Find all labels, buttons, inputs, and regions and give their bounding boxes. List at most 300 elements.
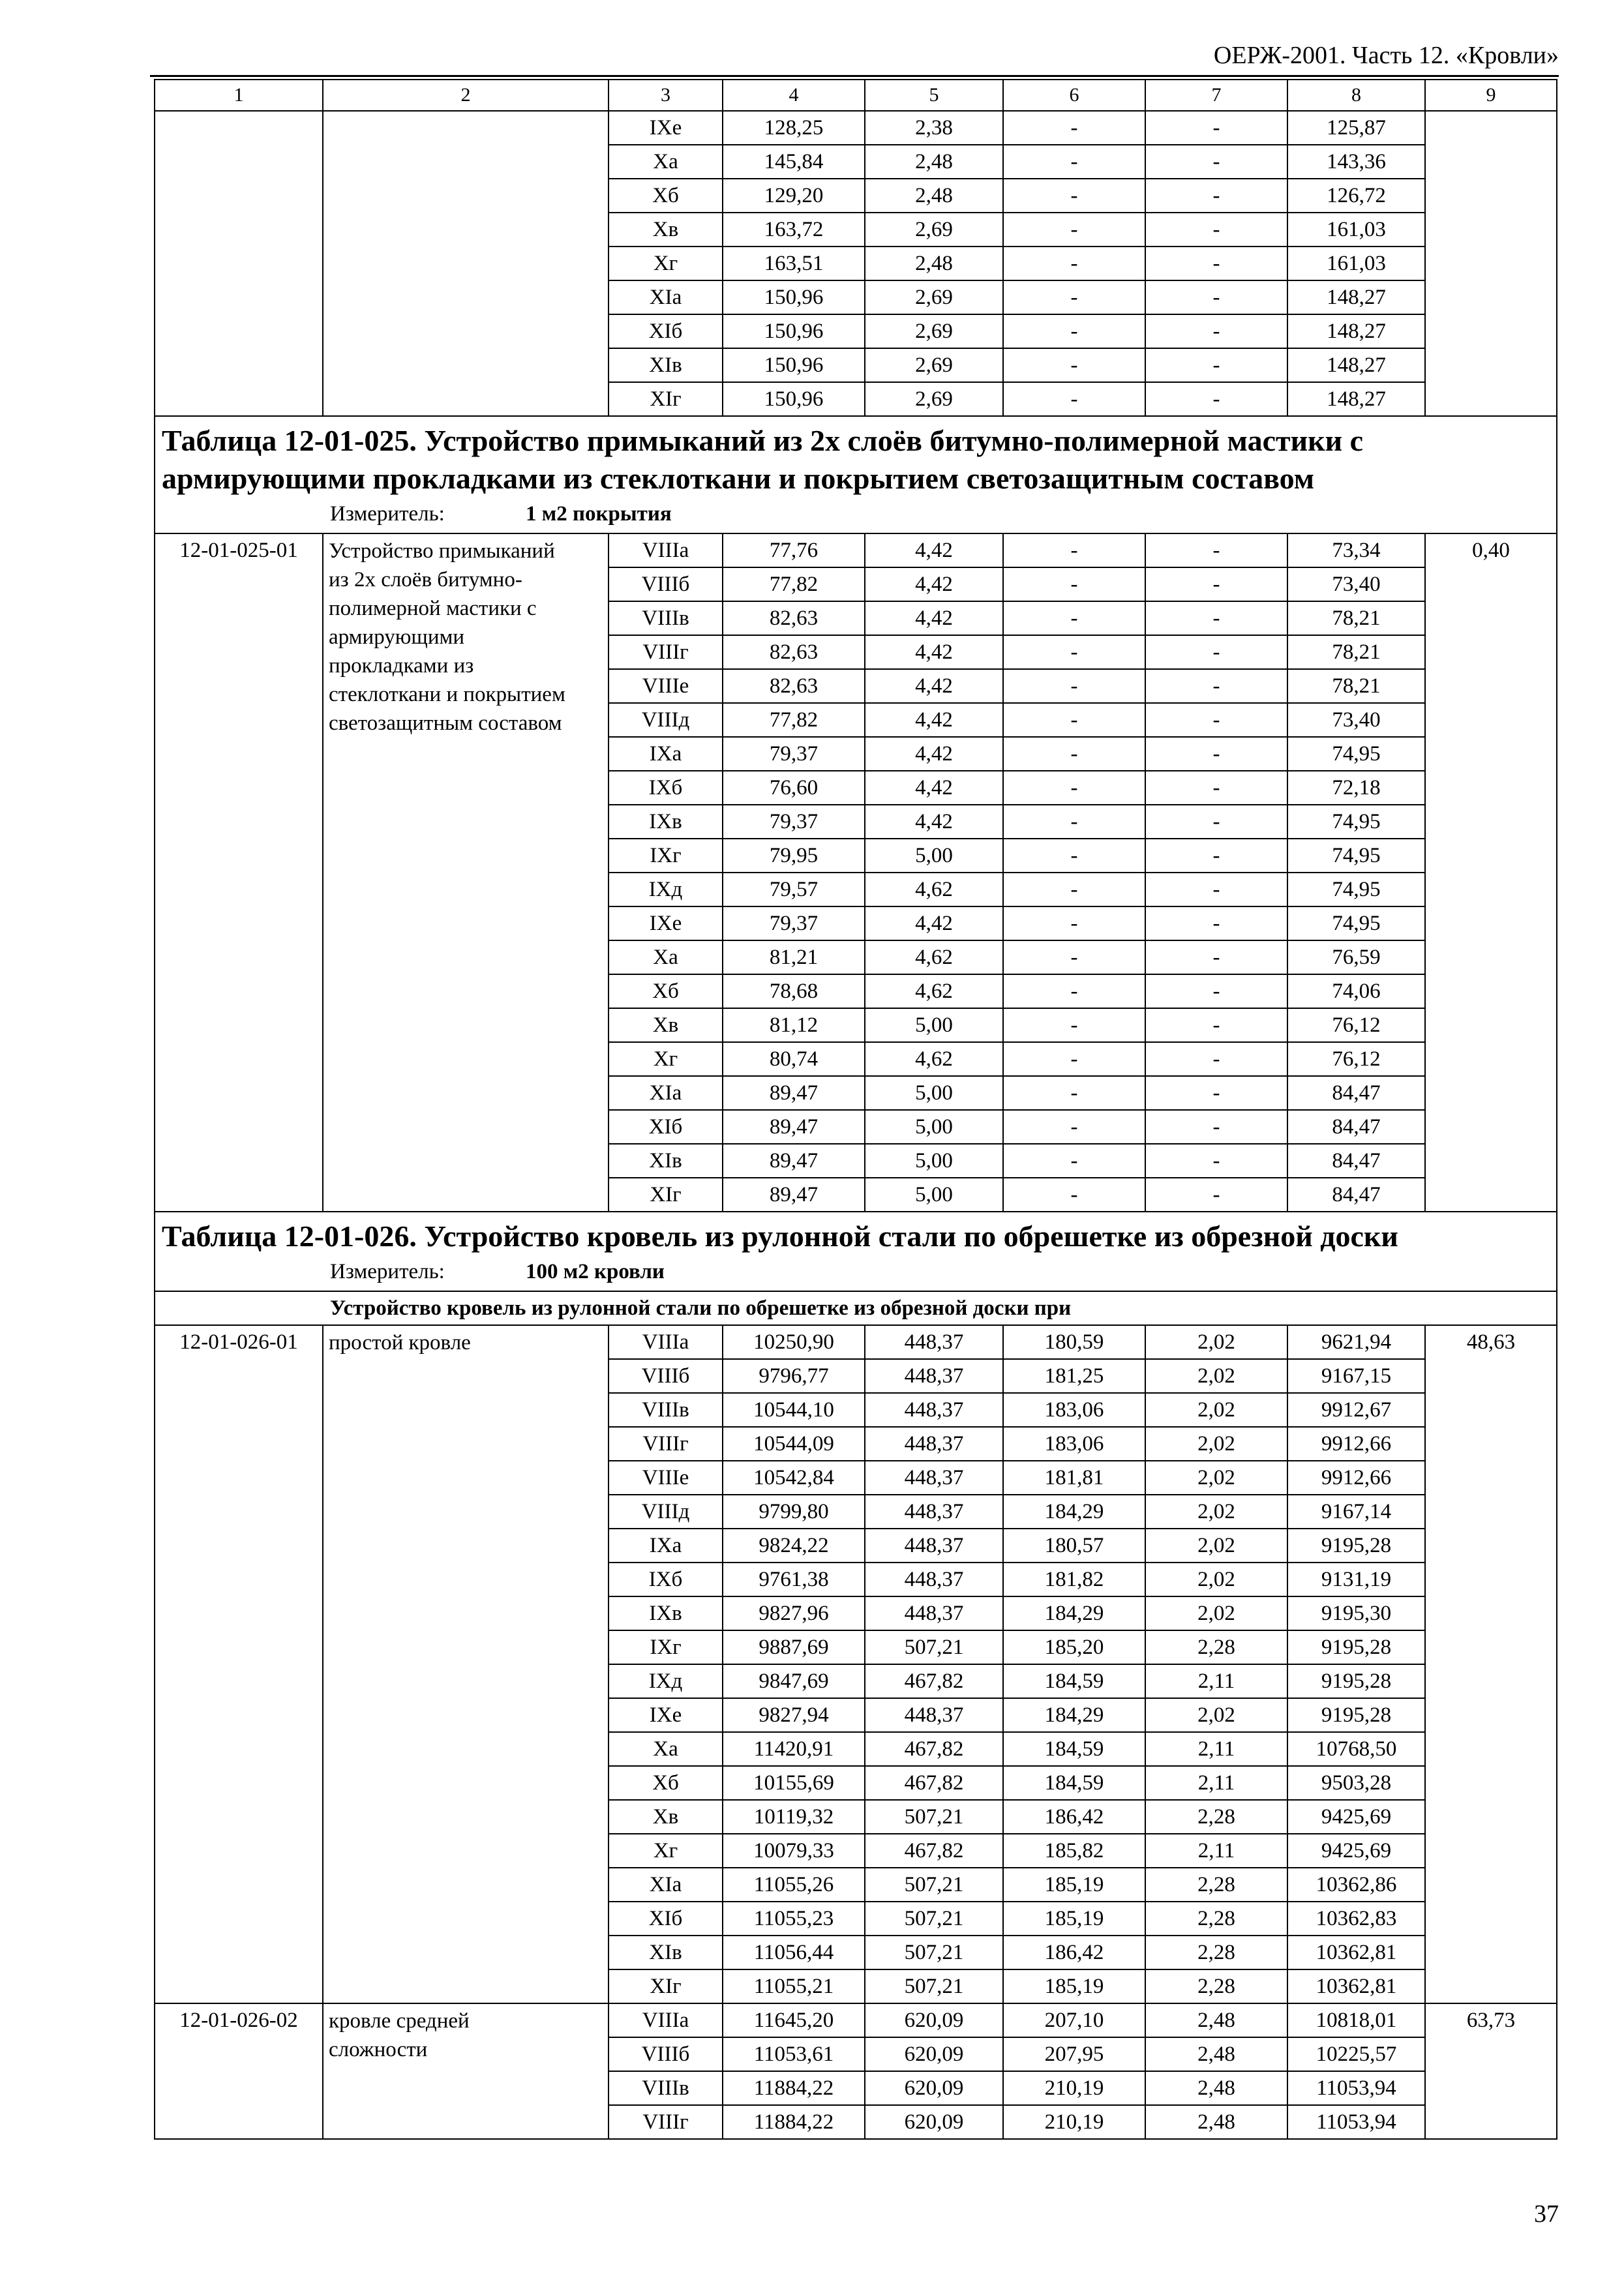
rate-row-cell: 4,42	[865, 669, 1003, 703]
rate-row-cell: -	[1003, 703, 1145, 737]
rate-row-cell: VIIIа	[609, 2003, 723, 2037]
continuation-row-cell: XIб	[609, 314, 723, 348]
rate-row-cell: 11053,94	[1287, 2071, 1425, 2105]
rate-row-cell: -	[1003, 669, 1145, 703]
rate-row-cell: XIг	[609, 1178, 723, 1212]
continuation-row-cell: 2,69	[865, 382, 1003, 416]
rate-row-cell: -	[1145, 1042, 1287, 1076]
rate-row-cell: 74,95	[1287, 906, 1425, 940]
rate-row-cell: -	[1145, 533, 1287, 567]
rate-row-cell: 10544,09	[723, 1427, 865, 1461]
rate-row-cell: 11053,61	[723, 2037, 865, 2071]
rate-code	[155, 111, 323, 416]
table-row	[155, 2003, 1557, 2037]
rate-row-cell: 77,82	[723, 703, 865, 737]
rate-row-cell: 84,47	[1287, 1076, 1425, 1110]
rate-row-cell: IXб	[609, 771, 723, 805]
labor-norm: 0,40	[1425, 533, 1557, 1212]
page-header: ОЕРЖ-2001. Часть 12. «Кровли»	[1213, 42, 1559, 69]
rate-row-cell: 9167,14	[1287, 1495, 1425, 1529]
continuation-row-cell: XIг	[609, 382, 723, 416]
rate-row-cell: 467,82	[865, 1732, 1003, 1766]
labor-norm: 63,73	[1425, 2003, 1557, 2139]
rate-row-cell: 10362,81	[1287, 1969, 1425, 2003]
rate-row-cell: 184,59	[1003, 1664, 1145, 1698]
continuation-row-cell: -	[1145, 382, 1287, 416]
rate-row-cell: 507,21	[865, 1902, 1003, 1936]
rate-row-cell: -	[1003, 1110, 1145, 1144]
continuation-row-cell: -	[1145, 314, 1287, 348]
rate-row-cell: Xв	[609, 1008, 723, 1042]
rate-row-cell: 448,37	[865, 1427, 1003, 1461]
rate-row-cell: 9503,28	[1287, 1766, 1425, 1800]
rate-description	[323, 2003, 609, 2139]
rate-row-cell: 78,68	[723, 974, 865, 1008]
rate-row-cell: 77,76	[723, 533, 865, 567]
measure-line	[162, 498, 1550, 530]
rate-row-cell: 2,28	[1145, 1902, 1287, 1936]
rate-row-cell: 2,02	[1145, 1563, 1287, 1596]
continuation-row-cell: 2,69	[865, 314, 1003, 348]
table-subheader: Устройство кровель из рулонной стали по обрешетке из обрезной доски при	[155, 1291, 1557, 1325]
header-rule	[150, 75, 1559, 77]
rate-row-cell: 4,62	[865, 1042, 1003, 1076]
rate-row-cell: 181,81	[1003, 1461, 1145, 1495]
rate-row-cell: 11055,21	[723, 1969, 865, 2003]
column-number: 8	[1287, 80, 1425, 111]
rate-row-cell: 10768,50	[1287, 1732, 1425, 1766]
rate-row-cell: -	[1003, 1076, 1145, 1110]
description-line: прокладками из	[329, 654, 474, 678]
continuation-row-cell: 2,48	[865, 145, 1003, 179]
rate-row-cell: 73,40	[1287, 567, 1425, 601]
rate-row-cell: 185,19	[1003, 1902, 1145, 1936]
rate-row-cell: 183,06	[1003, 1393, 1145, 1427]
rate-row-cell: 620,09	[865, 2037, 1003, 2071]
description-line: армирующими	[329, 625, 465, 649]
continuation-row-cell: IXе	[609, 111, 723, 145]
rate-row-cell: 185,19	[1003, 1969, 1145, 2003]
rate-row-cell: 2,28	[1145, 1969, 1287, 2003]
rate-row-cell: 89,47	[723, 1076, 865, 1110]
rate-row-cell: 207,95	[1003, 2037, 1145, 2071]
continuation-row-cell: -	[1003, 213, 1145, 247]
rate-row-cell: 2,02	[1145, 1427, 1287, 1461]
rate-row-cell: 2,11	[1145, 1732, 1287, 1766]
rate-row-cell: 89,47	[723, 1178, 865, 1212]
rate-row-cell: 448,37	[865, 1563, 1003, 1596]
rate-row-cell: 507,21	[865, 1800, 1003, 1834]
rate-row-cell: 2,02	[1145, 1529, 1287, 1563]
description-line: из 2х слоёв битумно-	[329, 568, 522, 591]
rate-row-cell: 448,37	[865, 1393, 1003, 1427]
rate-row-cell: 79,37	[723, 737, 865, 771]
rate-row-cell: 82,63	[723, 669, 865, 703]
continuation-row-cell: -	[1145, 280, 1287, 314]
rate-row-cell: 620,09	[865, 2071, 1003, 2105]
rate-row-cell: 2,48	[1145, 2105, 1287, 2139]
rate-row-cell: 10362,81	[1287, 1936, 1425, 1969]
measure-value: 100 м2 кровли	[526, 1260, 665, 1283]
rate-row-cell: 2,28	[1145, 1936, 1287, 1969]
rate-row-cell: 4,42	[865, 737, 1003, 771]
rate-row-cell: 73,34	[1287, 533, 1425, 567]
rate-row-cell: 11055,26	[723, 1868, 865, 1902]
rate-row-cell: 10362,86	[1287, 1868, 1425, 1902]
rate-row-cell: -	[1145, 1110, 1287, 1144]
rate-row-cell: 74,95	[1287, 873, 1425, 906]
rate-row-cell: 9887,69	[723, 1630, 865, 1664]
rate-row-cell: IXд	[609, 1664, 723, 1698]
continuation-row-cell: 126,72	[1287, 179, 1425, 213]
continuation-row-cell: 163,51	[723, 247, 865, 280]
rate-code: 12-01-026-02	[155, 2003, 323, 2139]
table-026-title	[155, 1212, 1557, 1291]
rate-row-cell: 4,42	[865, 906, 1003, 940]
rate-row-cell: Xа	[609, 940, 723, 974]
continuation-row-cell: -	[1145, 111, 1287, 145]
rate-row-cell: 73,40	[1287, 703, 1425, 737]
continuation-row-cell: Xв	[609, 213, 723, 247]
rate-row-cell: 9131,19	[1287, 1563, 1425, 1596]
rate-row-cell: 9761,38	[723, 1563, 865, 1596]
table-title-line: Таблица 12-01-026. Устройство кровель из рулонной стали по обрешетке из обрезной доски	[162, 1219, 1398, 1253]
rate-row-cell: 74,95	[1287, 839, 1425, 873]
rate-row-cell: 10250,90	[723, 1325, 865, 1359]
continuation-row-cell: 125,87	[1287, 111, 1425, 145]
rate-row-cell: 9824,22	[723, 1529, 865, 1563]
rate-row-cell: 5,00	[865, 1144, 1003, 1178]
rate-row-cell: 84,47	[1287, 1178, 1425, 1212]
rate-row-cell: -	[1145, 974, 1287, 1008]
rate-row-cell: -	[1003, 1042, 1145, 1076]
rate-row-cell: 80,74	[723, 1042, 865, 1076]
rate-row-cell: 184,29	[1003, 1495, 1145, 1529]
continuation-row-cell: Xг	[609, 247, 723, 280]
rate-row-cell: -	[1003, 533, 1145, 567]
rate-row-cell: 2,02	[1145, 1698, 1287, 1732]
rate-row-cell: 2,02	[1145, 1596, 1287, 1630]
rate-row-cell: 620,09	[865, 2003, 1003, 2037]
rate-description	[323, 1325, 609, 2003]
rate-row-cell: 9827,96	[723, 1596, 865, 1630]
rate-row-cell: 76,12	[1287, 1042, 1425, 1076]
rate-row-cell: 11055,23	[723, 1902, 865, 1936]
table-title-line: армирующими прокладками из стеклоткани и покрытием светозащитным составом	[162, 462, 1315, 495]
rate-row-cell: -	[1145, 1076, 1287, 1110]
continuation-row-cell: 148,27	[1287, 314, 1425, 348]
column-number: 7	[1145, 80, 1287, 111]
rate-row-cell: -	[1145, 805, 1287, 839]
rate-row-cell: 2,11	[1145, 1766, 1287, 1800]
rate-row-cell: 2,48	[1145, 2071, 1287, 2105]
rate-row-cell: 448,37	[865, 1325, 1003, 1359]
rate-row-cell: 10079,33	[723, 1834, 865, 1868]
rate-row-cell: -	[1003, 974, 1145, 1008]
rate-row-cell: VIIIб	[609, 2037, 723, 2071]
rate-row-cell: 9195,30	[1287, 1596, 1425, 1630]
rate-row-cell: 79,95	[723, 839, 865, 873]
rate-row-cell: 181,82	[1003, 1563, 1145, 1596]
rate-row-cell: -	[1145, 1178, 1287, 1212]
rate-row-cell: 9912,67	[1287, 1393, 1425, 1427]
rate-row-cell: -	[1003, 940, 1145, 974]
continuation-row-cell: -	[1003, 179, 1145, 213]
rate-row-cell: 78,21	[1287, 635, 1425, 669]
measure-label: Измеритель:	[330, 1260, 445, 1283]
rate-row-cell: -	[1145, 839, 1287, 873]
rate-row-cell: 10544,10	[723, 1393, 865, 1427]
rate-row-cell: 89,47	[723, 1144, 865, 1178]
continuation-row-cell: 2,48	[865, 247, 1003, 280]
rate-row-cell: XIб	[609, 1902, 723, 1936]
table-025-title	[155, 416, 1557, 533]
continuation-row-cell: -	[1145, 179, 1287, 213]
rate-row-cell: XIб	[609, 1110, 723, 1144]
continuation-row-cell: 129,20	[723, 179, 865, 213]
column-number: 9	[1425, 80, 1557, 111]
continuation-row-cell: -	[1145, 145, 1287, 179]
rate-row-cell: 467,82	[865, 1664, 1003, 1698]
rate-row-cell: IXе	[609, 1698, 723, 1732]
rate-row-cell: -	[1145, 1008, 1287, 1042]
rate-row-cell: 507,21	[865, 1936, 1003, 1969]
continuation-row-cell: 161,03	[1287, 213, 1425, 247]
rate-row-cell: -	[1145, 873, 1287, 906]
rate-row-cell: 210,19	[1003, 2105, 1145, 2139]
rate-row-cell: 507,21	[865, 1868, 1003, 1902]
rate-row-cell: 507,21	[865, 1969, 1003, 2003]
rate-row-cell: 11420,91	[723, 1732, 865, 1766]
rate-row-cell: 186,42	[1003, 1936, 1145, 1969]
table-row	[155, 533, 1557, 567]
rate-row-cell: 79,37	[723, 805, 865, 839]
continuation-row-cell: -	[1003, 314, 1145, 348]
labor-norm: 48,63	[1425, 1325, 1557, 2003]
description-line: стеклоткани и покрытием	[329, 683, 565, 706]
rate-row-cell: 448,37	[865, 1596, 1003, 1630]
rate-row-cell: -	[1145, 567, 1287, 601]
rate-row-cell: 184,29	[1003, 1596, 1145, 1630]
rate-row-cell: 207,10	[1003, 2003, 1145, 2037]
rate-row-cell: 2,02	[1145, 1461, 1287, 1495]
rate-row-cell: -	[1145, 669, 1287, 703]
rate-row-cell: XIв	[609, 1936, 723, 1969]
rate-row-cell: 448,37	[865, 1698, 1003, 1732]
rate-row-cell: 2,02	[1145, 1393, 1287, 1427]
rate-row-cell: 9827,94	[723, 1698, 865, 1732]
description-line: кровле средней	[329, 2009, 470, 2033]
rate-row-cell: 10225,57	[1287, 2037, 1425, 2071]
rate-row-cell: Xа	[609, 1732, 723, 1766]
rate-row-cell: 4,42	[865, 567, 1003, 601]
column-number: 2	[323, 80, 609, 111]
rate-row-cell: -	[1003, 873, 1145, 906]
continuation-row-cell: 2,69	[865, 280, 1003, 314]
rate-row-cell: 9425,69	[1287, 1800, 1425, 1834]
rate-row-cell: 184,29	[1003, 1698, 1145, 1732]
rate-row-cell: 9912,66	[1287, 1427, 1425, 1461]
rate-row-cell: 11053,94	[1287, 2105, 1425, 2139]
rate-row-cell: -	[1145, 906, 1287, 940]
rate-row-cell: VIIIб	[609, 1359, 723, 1393]
rate-row-cell: 2,11	[1145, 1664, 1287, 1698]
rate-row-cell: 5,00	[865, 1076, 1003, 1110]
column-number: 3	[609, 80, 723, 111]
rate-row-cell: 9167,15	[1287, 1359, 1425, 1393]
column-number: 5	[865, 80, 1003, 111]
rate-row-cell: 9847,69	[723, 1664, 865, 1698]
rate-row-cell: 2,02	[1145, 1495, 1287, 1529]
rate-row-cell: VIIIв	[609, 601, 723, 635]
rate-row-cell: 507,21	[865, 1630, 1003, 1664]
rate-row-cell: 185,20	[1003, 1630, 1145, 1664]
continuation-row-cell: XIв	[609, 348, 723, 382]
description-line: Устройство примыканий	[329, 539, 555, 563]
table-title-line: Таблица 12-01-025. Устройство примыканий из 2х слоёв битумно-полимерной мастики с	[162, 424, 1364, 457]
continuation-row-cell: 2,69	[865, 348, 1003, 382]
rate-row-cell: IXе	[609, 906, 723, 940]
rate-row-cell: -	[1003, 906, 1145, 940]
rate-row-cell: 76,59	[1287, 940, 1425, 974]
rate-row-cell: 620,09	[865, 2105, 1003, 2139]
rate-row-cell: 184,59	[1003, 1732, 1145, 1766]
rate-row-cell: VIIIв	[609, 2071, 723, 2105]
rate-row-cell: IXг	[609, 1630, 723, 1664]
description-line: сложности	[329, 2038, 428, 2061]
rate-row-cell: 9195,28	[1287, 1698, 1425, 1732]
continuation-row-cell: -	[1003, 247, 1145, 280]
rate-row-cell: 10818,01	[1287, 2003, 1425, 2037]
rate-row-cell: 82,63	[723, 601, 865, 635]
rate-row-cell: 4,42	[865, 601, 1003, 635]
labor-norm	[1425, 111, 1557, 416]
rate-row-cell: VIIIд	[609, 703, 723, 737]
rate-row-cell: -	[1145, 737, 1287, 771]
continuation-row-cell: 163,72	[723, 213, 865, 247]
rate-row-cell: -	[1145, 703, 1287, 737]
rate-description	[323, 533, 609, 1212]
rate-row-cell: 76,60	[723, 771, 865, 805]
rates-table	[154, 79, 1557, 2140]
rate-row-cell: 10362,83	[1287, 1902, 1425, 1936]
rate-row-cell: 5,00	[865, 1008, 1003, 1042]
rate-row-cell: 82,63	[723, 635, 865, 669]
rate-row-cell: 2,28	[1145, 1868, 1287, 1902]
rate-row-cell: 9425,69	[1287, 1834, 1425, 1868]
rate-row-cell: 9912,66	[1287, 1461, 1425, 1495]
rate-row-cell: -	[1003, 635, 1145, 669]
continuation-row-cell: 2,38	[865, 111, 1003, 145]
rate-row-cell: IXа	[609, 1529, 723, 1563]
rate-row-cell: Xг	[609, 1834, 723, 1868]
rate-row-cell: 184,59	[1003, 1766, 1145, 1800]
rate-row-cell: 183,06	[1003, 1427, 1145, 1461]
rate-row-cell: 5,00	[865, 839, 1003, 873]
rate-row-cell: 9195,28	[1287, 1664, 1425, 1698]
rate-row-cell: IXа	[609, 737, 723, 771]
continuation-row-cell: 148,27	[1287, 280, 1425, 314]
table-row	[155, 111, 1557, 145]
page-number: 37	[1534, 2200, 1559, 2228]
rate-row-cell: 467,82	[865, 1766, 1003, 1800]
continuation-row-cell: -	[1145, 247, 1287, 280]
rate-row-cell: -	[1003, 1178, 1145, 1212]
rate-row-cell: -	[1003, 771, 1145, 805]
continuation-row-cell: 143,36	[1287, 145, 1425, 179]
rate-row-cell: 9799,80	[723, 1495, 865, 1529]
rate-row-cell: -	[1145, 635, 1287, 669]
continuation-row-cell: -	[1145, 348, 1287, 382]
rate-row-cell: 74,06	[1287, 974, 1425, 1008]
rate-row-cell: VIIIг	[609, 635, 723, 669]
rate-row-cell: VIIIб	[609, 567, 723, 601]
rate-row-cell: IXб	[609, 1563, 723, 1596]
rate-description	[323, 111, 609, 416]
continuation-row-cell: 128,25	[723, 111, 865, 145]
rate-row-cell: 4,62	[865, 974, 1003, 1008]
rate-row-cell: -	[1145, 601, 1287, 635]
rate-row-cell: XIа	[609, 1076, 723, 1110]
rate-row-cell: 79,57	[723, 873, 865, 906]
continuation-row-cell: -	[1003, 348, 1145, 382]
rate-row-cell: IXг	[609, 839, 723, 873]
continuation-row-cell: 2,48	[865, 179, 1003, 213]
rate-row-cell: 11884,22	[723, 2071, 865, 2105]
rate-row-cell: 9195,28	[1287, 1529, 1425, 1563]
measure-label: Измеритель:	[330, 502, 445, 526]
rate-row-cell: IXв	[609, 805, 723, 839]
rate-row-cell: 4,62	[865, 873, 1003, 906]
rate-row-cell: 84,47	[1287, 1144, 1425, 1178]
rate-row-cell: XIв	[609, 1144, 723, 1178]
column-number: 6	[1003, 80, 1145, 111]
rate-row-cell: XIа	[609, 1868, 723, 1902]
rate-row-cell: 448,37	[865, 1529, 1003, 1563]
measure-value: 1 м2 покрытия	[526, 502, 672, 526]
rate-row-cell: 9796,77	[723, 1359, 865, 1393]
rate-row-cell: 2,28	[1145, 1800, 1287, 1834]
rate-row-cell: 10119,32	[723, 1800, 865, 1834]
rate-row-cell: 10155,69	[723, 1766, 865, 1800]
table-title-row	[155, 1212, 1557, 1291]
rate-row-cell: 4,42	[865, 805, 1003, 839]
continuation-row-cell: 148,27	[1287, 382, 1425, 416]
rate-row-cell: 81,21	[723, 940, 865, 974]
continuation-row-cell: -	[1003, 382, 1145, 416]
continuation-row-cell: 145,84	[723, 145, 865, 179]
continuation-row-cell: 150,96	[723, 314, 865, 348]
continuation-row-cell: 148,27	[1287, 348, 1425, 382]
rate-row-cell: 5,00	[865, 1110, 1003, 1144]
rate-row-cell: 89,47	[723, 1110, 865, 1144]
table-title-row	[155, 416, 1557, 533]
rate-row-cell: 181,25	[1003, 1359, 1145, 1393]
rate-row-cell: 448,37	[865, 1359, 1003, 1393]
rate-row-cell: VIIIд	[609, 1495, 723, 1529]
rate-row-cell: 11645,20	[723, 2003, 865, 2037]
rate-row-cell: 2,28	[1145, 1630, 1287, 1664]
rate-row-cell: -	[1003, 839, 1145, 873]
rate-row-cell: 2,02	[1145, 1359, 1287, 1393]
column-number-row	[155, 80, 1557, 111]
rate-row-cell: -	[1003, 601, 1145, 635]
rate-row-cell: 467,82	[865, 1834, 1003, 1868]
rate-row-cell: VIIIг	[609, 2105, 723, 2139]
description-line: простой кровле	[329, 1331, 471, 1354]
rate-row-cell: 2,11	[1145, 1834, 1287, 1868]
continuation-row-cell: 2,69	[865, 213, 1003, 247]
